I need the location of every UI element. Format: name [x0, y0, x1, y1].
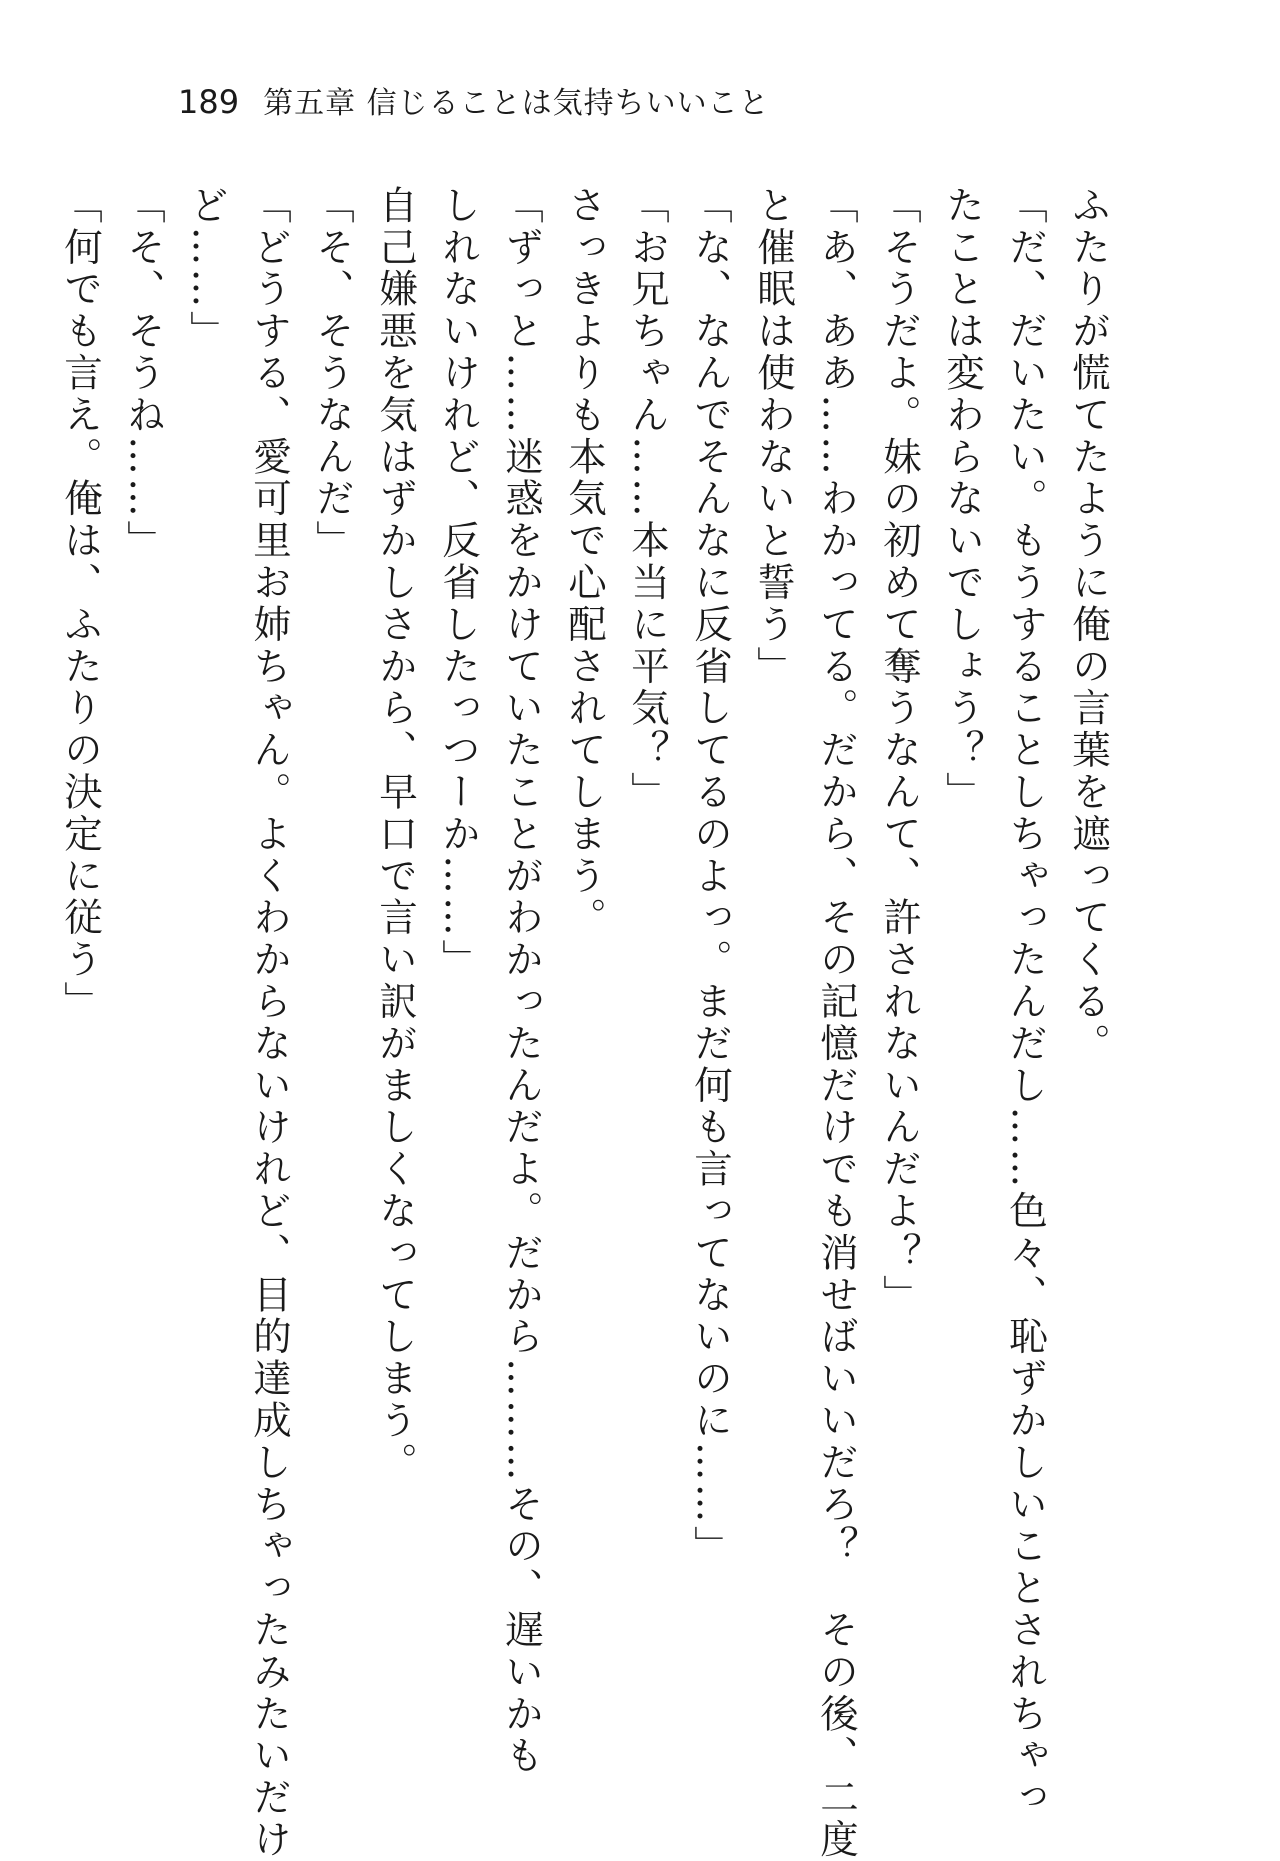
text-line: さっきよりも本気で心配されてしまう。 [562, 185, 607, 940]
page-header [178, 78, 770, 128]
page-number: 189 [178, 83, 240, 121]
text-line: ど……」 [184, 185, 229, 353]
text-line: 「どうする、愛可里お姉ちゃん。よくわからないけれど、目的達成しちゃったみたいだけ [247, 185, 292, 1861]
text-line: しれないけれど、反省したっつーか……」 [436, 185, 481, 982]
vertical-text-body [58, 185, 1120, 1861]
text-line: 「な、なんでそんなに反省してるのよっ。まだ何も言ってないのに……」 [688, 185, 733, 1568]
text-line: 「だ、だいたい。もうすることしちゃったんだし……色々、恥ずかしいことされちゃっ [1003, 185, 1048, 1820]
text-line: と催眠は使わないと誓う」 [751, 185, 796, 688]
text-line: 「あ、ああ……わかってる。だから、その記憶だけでも消せばいいだろ？ その後、二度 [814, 185, 859, 1861]
text-line: 「何でも言え。俺は、ふたりの決定に従う」 [58, 185, 103, 1023]
text-line: ふたりが慌てたように俺の言葉を遮ってくる。 [1066, 185, 1111, 1065]
chapter-title: 第五章 信じることは気持ちいいこと [263, 86, 770, 121]
text-line: 「そ、そうね……」 [121, 185, 166, 563]
text-line: 「そ、そうなんだ」 [310, 185, 355, 563]
text-line: 「ずっと……迷惑をかけていたことがわかったんだよ。だから………その、遅いかも [499, 185, 544, 1778]
text-line: 自己嫌悪を気はずかしさから、早口で言い訳がましくなってしまう。 [373, 185, 418, 1484]
text-line: たことは変わらないでしょう？」 [940, 185, 985, 814]
text-line: 「お兄ちゃん……本当に平気？」 [625, 185, 670, 814]
text-line: 「そうだよ。妹の初めて奪うなんて、許されないんだよ？」 [877, 185, 922, 1317]
